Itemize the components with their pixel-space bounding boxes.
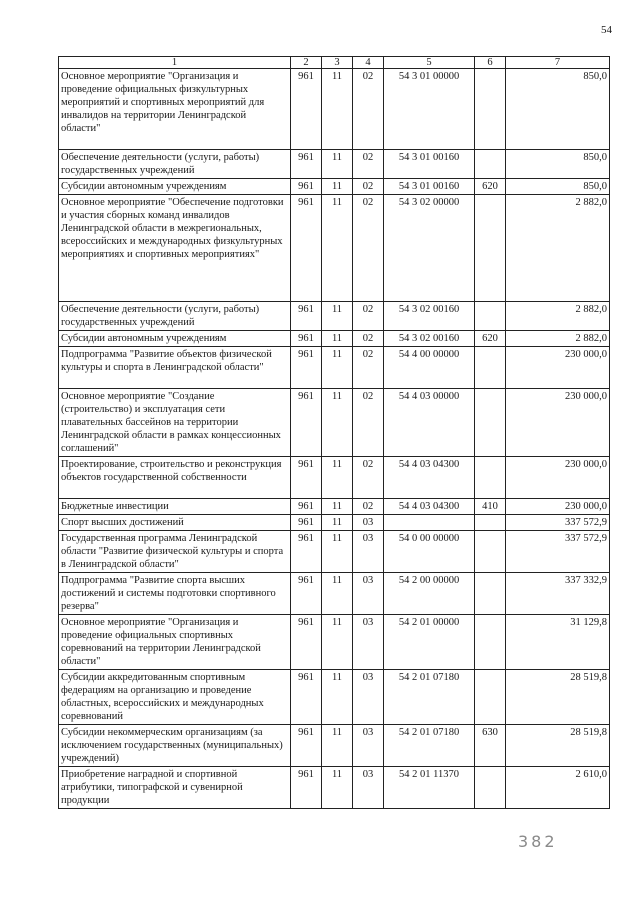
row-code-4: 03 [353,615,384,670]
row-code-5: 54 3 01 00000 [384,69,475,150]
row-code-5: 54 2 01 07180 [384,670,475,725]
row-code-4: 02 [353,457,384,499]
row-name: Обеспечение деятельности (услуги, работы) государственных учреждений [59,150,291,179]
table-row [59,69,610,150]
row-code-3: 11 [322,331,353,347]
row-code-4: 03 [353,531,384,573]
row-code-5: 54 3 02 00160 [384,331,475,347]
row-code-6 [475,615,506,670]
table-row [59,670,610,725]
row-code-3: 11 [322,150,353,179]
row-code-5: 54 3 02 00160 [384,302,475,331]
row-code-2: 961 [291,457,322,499]
col-header-1: 1 [59,57,291,69]
row-code-5: 54 4 03 04300 [384,457,475,499]
col-header-5: 5 [384,57,475,69]
row-code-2: 961 [291,767,322,809]
table-row [59,347,610,389]
row-amount: 2 882,0 [506,331,610,347]
header-row [59,57,610,69]
row-amount: 850,0 [506,150,610,179]
row-name: Приобретение наградной и спортивной атрибутики, типографской и сувенирной продукции [59,767,291,809]
row-code-6 [475,531,506,573]
table-row [59,767,610,809]
row-name: Субсидии автономным учреждениям [59,331,291,347]
row-name: Основное мероприятие "Организация и проведение официальных физкультурных мероприятий и спортивных мероприятий для инвалидов на территории Ленинградской области" [59,69,291,150]
row-code-2: 961 [291,531,322,573]
row-code-6 [475,767,506,809]
row-code-3: 11 [322,499,353,515]
row-code-6 [475,302,506,331]
row-name: Спорт высших достижений [59,515,291,531]
row-code-6 [475,670,506,725]
table-row [59,531,610,573]
row-code-2: 961 [291,331,322,347]
row-code-3: 11 [322,767,353,809]
row-code-4: 03 [353,670,384,725]
row-code-2: 961 [291,347,322,389]
row-code-6 [475,69,506,150]
row-code-5: 54 3 01 00160 [384,179,475,195]
row-code-3: 11 [322,531,353,573]
row-code-3: 11 [322,573,353,615]
col-header-7: 7 [506,57,610,69]
table-body [59,69,610,809]
row-code-4: 02 [353,150,384,179]
row-code-2: 961 [291,670,322,725]
row-code-3: 11 [322,195,353,302]
row-code-4: 02 [353,69,384,150]
row-code-2: 961 [291,615,322,670]
col-header-2: 2 [291,57,322,69]
row-amount: 337 572,9 [506,515,610,531]
row-amount: 230 000,0 [506,389,610,457]
row-name: Подпрограмма "Развитие объектов физической культуры и спорта в Ленинградской области" [59,347,291,389]
row-amount: 28 519,8 [506,725,610,767]
table-row [59,150,610,179]
row-code-5: 54 4 03 04300 [384,499,475,515]
budget-table [58,56,610,809]
row-name: Бюджетные инвестиции [59,499,291,515]
row-code-5: 54 2 01 07180 [384,725,475,767]
row-name: Подпрограмма "Развитие спорта высших достижений и системы подготовки спортивного резерва" [59,573,291,615]
row-code-2: 961 [291,150,322,179]
row-amount: 230 000,0 [506,499,610,515]
row-code-5: 54 4 00 00000 [384,347,475,389]
row-amount: 2 882,0 [506,195,610,302]
table-row [59,331,610,347]
row-code-3: 11 [322,302,353,331]
row-code-5 [384,515,475,531]
row-code-2: 961 [291,515,322,531]
row-code-6 [475,389,506,457]
row-code-4: 02 [353,195,384,302]
row-code-6: 410 [475,499,506,515]
row-code-4: 02 [353,302,384,331]
row-code-3: 11 [322,347,353,389]
row-code-2: 961 [291,389,322,457]
row-code-3: 11 [322,615,353,670]
row-code-6 [475,150,506,179]
row-code-2: 961 [291,725,322,767]
table-row [59,389,610,457]
row-name: Основное мероприятие "Обеспечение подготовки и участия сборных команд инвалидов Ленинградской области в межрегиональных, всероссийских и международных физкультурных мероприятиях и спортивных мероприятиях" [59,195,291,302]
table-row [59,195,610,302]
table-row [59,725,610,767]
row-code-6 [475,515,506,531]
row-code-4: 02 [353,331,384,347]
row-name: Проектирование, строительство и реконструкция объектов государственной собственности [59,457,291,499]
row-code-2: 961 [291,195,322,302]
row-code-6: 620 [475,331,506,347]
row-code-4: 03 [353,573,384,615]
page-number: 54 [601,24,612,36]
row-code-4: 03 [353,515,384,531]
table-row [59,499,610,515]
row-code-5: 54 2 01 11370 [384,767,475,809]
row-amount: 2 610,0 [506,767,610,809]
row-code-4: 02 [353,389,384,457]
row-amount: 31 129,8 [506,615,610,670]
row-code-6: 630 [475,725,506,767]
row-amount: 337 332,9 [506,573,610,615]
row-amount: 337 572,9 [506,531,610,573]
row-code-3: 11 [322,389,353,457]
row-name: Субсидии аккредитованным спортивным федерациям на организацию и проведение областных, всероссийских и международных соревнований [59,670,291,725]
row-code-6 [475,347,506,389]
row-code-5: 54 3 02 00000 [384,195,475,302]
row-code-2: 961 [291,69,322,150]
row-code-4: 03 [353,725,384,767]
row-code-5: 54 4 03 00000 [384,389,475,457]
row-code-5: 54 2 01 00000 [384,615,475,670]
row-amount: 850,0 [506,69,610,150]
row-code-4: 02 [353,499,384,515]
row-code-2: 961 [291,302,322,331]
row-name: Основное мероприятие "Организация и проведение официальных спортивных соревнований на территории Ленинградской области" [59,615,291,670]
row-code-2: 961 [291,573,322,615]
row-code-6 [475,573,506,615]
col-header-4: 4 [353,57,384,69]
row-amount: 850,0 [506,179,610,195]
row-amount: 2 882,0 [506,302,610,331]
row-code-4: 02 [353,179,384,195]
stamp-number: 382 [518,832,558,851]
row-code-2: 961 [291,499,322,515]
row-code-3: 11 [322,179,353,195]
row-amount: 230 000,0 [506,347,610,389]
row-name: Государственная программа Ленинградской области "Развитие физической культуры и спорта в Ленинградской области" [59,531,291,573]
row-code-2: 961 [291,179,322,195]
row-code-5: 54 3 01 00160 [384,150,475,179]
row-code-4: 03 [353,767,384,809]
row-name: Субсидии некоммерческим организациям (за исключением государственных (муниципальных) учреждений) [59,725,291,767]
row-code-3: 11 [322,515,353,531]
row-code-3: 11 [322,725,353,767]
row-code-4: 02 [353,347,384,389]
row-name: Обеспечение деятельности (услуги, работы) государственных учреждений [59,302,291,331]
table-row [59,573,610,615]
row-code-3: 11 [322,69,353,150]
row-code-6: 620 [475,179,506,195]
row-code-3: 11 [322,670,353,725]
row-code-5: 54 0 00 00000 [384,531,475,573]
row-name: Субсидии автономным учреждениям [59,179,291,195]
table-row [59,179,610,195]
col-header-6: 6 [475,57,506,69]
col-header-3: 3 [322,57,353,69]
row-code-3: 11 [322,457,353,499]
row-amount: 28 519,8 [506,670,610,725]
row-code-6 [475,457,506,499]
table-row [59,615,610,670]
table-row [59,302,610,331]
row-amount: 230 000,0 [506,457,610,499]
table-row [59,515,610,531]
row-code-6 [475,195,506,302]
row-name: Основное мероприятие "Создание (строительство) и эксплуатация сети плавательных бассейнов на территории Ленинградской области в рамках концессионных соглашений" [59,389,291,457]
table-row [59,457,610,499]
row-code-5: 54 2 00 00000 [384,573,475,615]
